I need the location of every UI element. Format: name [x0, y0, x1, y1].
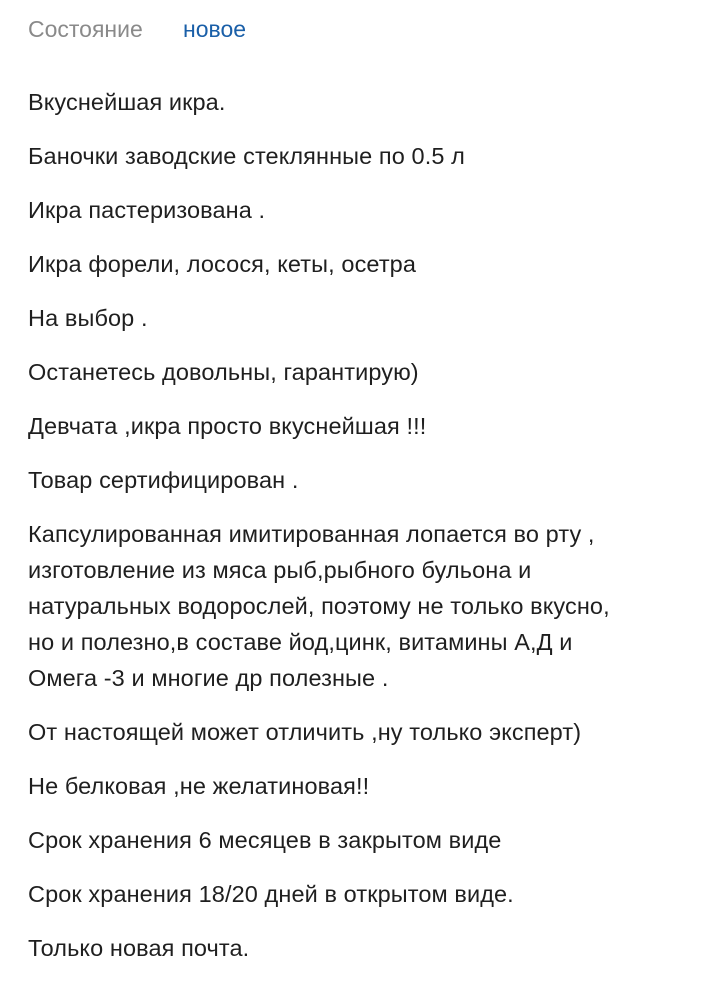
- description-paragraph: Вкуснейшая икра.: [28, 89, 226, 115]
- description-paragraph: На выбор .: [28, 305, 148, 331]
- description-paragraph: Товар сертифицирован .: [28, 467, 299, 493]
- description-paragraph: Икра форели, лосося, кеты, осетра: [28, 251, 417, 277]
- condition-label: Состояние: [28, 16, 143, 42]
- listing-details: [28, 14, 688, 984]
- description-paragraph: Только новая почта.: [28, 935, 250, 961]
- description-paragraph: Срок хранения 18/20 дней в открытом виде.: [28, 881, 514, 907]
- description-paragraph: Не белковая ,не желатиновая!!: [28, 773, 370, 799]
- condition-value-link[interactable]: новое: [183, 16, 247, 42]
- description-paragraph: Баночки заводские стеклянные по 0.5 л: [28, 143, 465, 169]
- listing-description: [28, 84, 688, 966]
- description-paragraph: Капсулированная имитированная лопается во рту , изготовление из мяса рыб,рыбного бульона и натуральных водорослей, поэтому не только вкусно, но и полезно,в составе йод,цинк, витамины А,Д и Омега -3 и многие др полезные .: [28, 521, 610, 691]
- description-paragraph: Останетесь довольны, гарантирую): [28, 359, 419, 385]
- condition-row: [28, 14, 688, 44]
- description-paragraph: Икра пастеризована .: [28, 197, 266, 223]
- description-paragraph: Срок хранения 6 месяцев в закрытом виде: [28, 827, 502, 853]
- description-paragraph: Девчата ,икра просто вкуснейшая !!!: [28, 413, 427, 439]
- description-paragraph: От настоящей может отличить ,ну только эксперт): [28, 719, 582, 745]
